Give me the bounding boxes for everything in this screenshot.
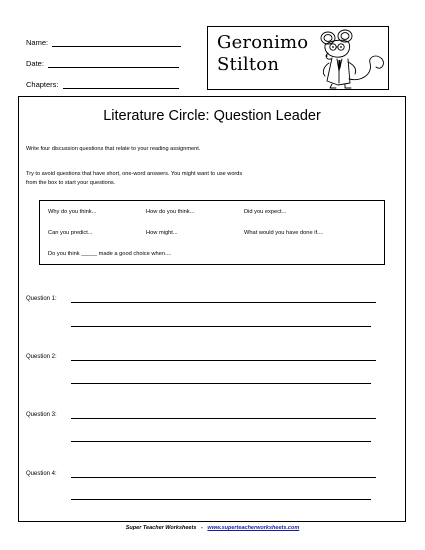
question-4-label: Question 4:	[26, 471, 57, 477]
question-1-label: Question 1:	[26, 296, 57, 302]
question-1-answer-line-2[interactable]	[71, 326, 371, 327]
question-2-answer-line-2[interactable]	[71, 383, 371, 384]
name-field[interactable]	[26, 38, 181, 47]
instruction-2-line-a: Try to avoid questions that have short, one-word answers. You might want to use words	[26, 171, 243, 177]
mouse-character-icon	[318, 29, 390, 89]
footer-separator: -	[200, 525, 203, 531]
chapters-field[interactable]	[26, 80, 179, 89]
worksheet-panel	[18, 96, 406, 522]
instruction-1-text: Write four discussion questions that relate to your reading assignment.	[26, 146, 201, 152]
page-footer	[0, 525, 425, 531]
starter-item: What would you have done if....	[244, 230, 324, 236]
starter-item: Why do you think...	[48, 209, 97, 215]
question-3-label: Question 3:	[26, 412, 57, 418]
footer-brand: Super Teacher Worksheets	[125, 525, 197, 531]
question-3-answer-line-2[interactable]	[71, 441, 371, 442]
question-4-answer-line[interactable]	[71, 477, 376, 478]
starter-item: How do you think...	[146, 209, 195, 215]
date-label: Date:	[26, 59, 44, 68]
instruction-paragraph-1	[26, 145, 200, 154]
question-3-answer-line[interactable]	[71, 418, 376, 419]
instruction-paragraph-2	[26, 170, 242, 187]
logo-title-line1: Geronimo	[217, 32, 309, 53]
date-line[interactable]	[48, 59, 179, 68]
question-2-label: Question 2:	[26, 354, 57, 360]
name-line[interactable]	[52, 38, 181, 47]
question-starters-box	[39, 200, 385, 265]
chapters-label: Chapters:	[26, 80, 59, 89]
date-field[interactable]	[26, 59, 179, 68]
starter-item: Did you expect...	[244, 209, 287, 215]
logo-title-line2: Stilton	[217, 54, 280, 75]
starter-item: Can you predict...	[48, 230, 93, 236]
question-2-answer-line[interactable]	[71, 360, 376, 361]
chapters-line[interactable]	[63, 80, 179, 89]
footer-website-link[interactable]: www.superteacherworksheets.com	[207, 525, 300, 531]
instruction-2-line-b: from the box to start your questions.	[26, 179, 116, 186]
page-title: Literature Circle: Question Leader	[103, 108, 321, 124]
book-logo	[207, 26, 389, 90]
name-label: Name:	[26, 38, 49, 47]
question-1-answer-line[interactable]	[71, 302, 376, 303]
question-4-answer-line-2[interactable]	[71, 499, 371, 500]
starter-item: How might...	[146, 230, 178, 236]
starter-item: Do you think _____ made a good choice when....	[48, 251, 172, 257]
